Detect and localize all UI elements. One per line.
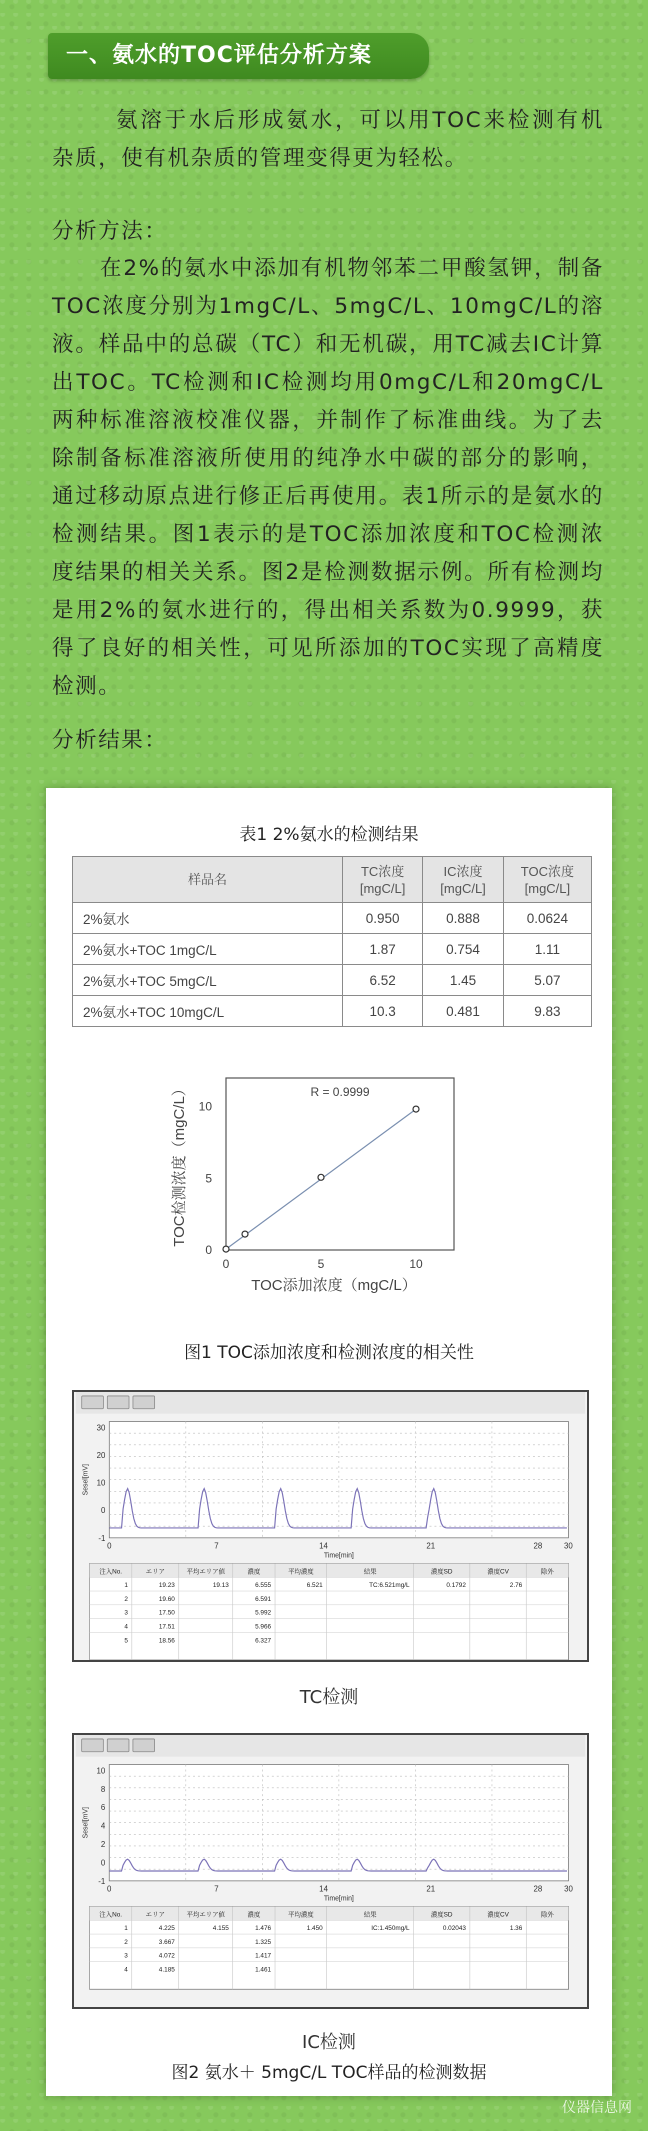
grid-cell: 1	[124, 1925, 128, 1933]
table-cell: 5.07	[503, 965, 591, 996]
x-tick-label: 21	[426, 1541, 436, 1551]
data-point	[223, 1246, 229, 1252]
x-tick-label: 10	[409, 1257, 423, 1271]
data-point	[242, 1231, 248, 1237]
grid-column-header: 結果	[363, 1568, 377, 1576]
table-cell: 10.3	[342, 996, 422, 1027]
result-card	[46, 788, 612, 2096]
y-tick-label: -1	[98, 1533, 106, 1543]
grid-cell: 1.417	[255, 1952, 272, 1960]
grid-column-header: 除外	[540, 1568, 554, 1576]
grid-cell: 5.966	[255, 1623, 272, 1631]
x-tick-label: 28	[533, 1884, 543, 1894]
table-header-cell: IC浓度 [mgC/L]	[423, 857, 503, 903]
grid-cell: 4	[124, 1966, 128, 1974]
result-table	[72, 856, 592, 1027]
y-tick-label: 5	[205, 1171, 212, 1186]
grid-cell: 4.225	[158, 1925, 175, 1933]
y-tick-label: 6	[100, 1803, 106, 1813]
grid-cell: 3	[124, 1609, 128, 1617]
y-tick-label: 8	[100, 1784, 106, 1794]
table-header-cell: TOC浓度 [mgC/L]	[503, 857, 591, 903]
ic-caption: IC检测	[302, 2032, 356, 2053]
table-cell: 1.11	[503, 934, 591, 965]
toolbar-button	[133, 1396, 155, 1409]
table-cell: 0.950	[342, 903, 422, 934]
grid-cell: 4.155	[212, 1925, 229, 1933]
data-point	[413, 1106, 419, 1112]
grid-column-header: 平均濃度	[288, 1568, 314, 1576]
grid-cell: 1.36	[509, 1925, 523, 1933]
grid-column-header: 平均エリア値	[186, 1568, 225, 1576]
grid-column-header: 平均濃度	[288, 1911, 314, 1919]
grid-cell: IC:1.450mg/L	[371, 1925, 410, 1933]
x-tick-label: 0	[107, 1541, 112, 1551]
x-tick-label: 21	[426, 1884, 436, 1894]
table-cell: 0.0624	[503, 903, 591, 934]
x-axis-label: TOC添加浓度（mgC/L）	[251, 1277, 417, 1294]
toolbar-button	[107, 1739, 129, 1752]
table-cell: 6.52	[342, 965, 422, 996]
method-paragraph: 在2%的氨水中添加有机物邻苯二甲酸氢钾，制备TOC浓度分别为1mgC/L、5mgC/L、10mgC/L的溶液。样品中的总碳（TC）和无机碳，用TC减去IC计算出TOC。TC检测和IC检测均用0mgC/L和20mgC/L两种标准溶液校准仪器，并制作了标准曲线。为了去除制备标准溶液所使用的纯净水中碳的部分的影响，通过移动原点进行修正后再使用。表1所示的是氨水的检测结果。图1表示的是TOC添加浓度和TOC检测浓度结果的相关关系。图2是检测数据示例。所有检测均是用2%的氨水进行的，得出相关系数为0.9999，获得了良好的相关性，可见所添加的TOC实现了高精度检测。	[52, 256, 604, 699]
grid-column-header: 濃度	[247, 1568, 261, 1576]
table-header-cell: TC浓度 [mgC/L]	[342, 857, 422, 903]
x-axis-label: Time[min]	[323, 1552, 354, 1560]
y-tick-label: 4	[100, 1821, 106, 1831]
grid-column-header: 除外	[540, 1911, 554, 1919]
grid-cell: 17.50	[158, 1609, 175, 1617]
grid-cell: TC:6.521mg/L	[369, 1582, 410, 1590]
x-tick-label: 30	[564, 1541, 573, 1551]
table-cell: 0.754	[423, 934, 503, 965]
grid-cell: 5.992	[255, 1609, 272, 1617]
table-cell: 2%氨水+TOC 10mgC/L	[73, 996, 343, 1027]
grid-cell: 17.51	[158, 1623, 175, 1631]
grid-column-header: 結果	[363, 1911, 377, 1919]
toolbar-button	[82, 1739, 104, 1752]
grid-column-header: 濃度CV	[487, 1568, 509, 1576]
x-tick-label: 28	[533, 1541, 543, 1551]
figure1-caption: 图1 TOC添加浓度和检测浓度的相关性	[184, 1343, 474, 1363]
x-tick-label: 7	[214, 1884, 219, 1894]
grid-cell: 4.185	[158, 1966, 175, 1974]
x-tick-label: 14	[319, 1541, 328, 1551]
table-row	[73, 934, 592, 965]
x-tick-label: 14	[319, 1884, 328, 1894]
table-header-cell: 样品名	[73, 857, 343, 903]
grid-column-header: エリア	[145, 1911, 165, 1919]
grid-column-header: 濃度SD	[430, 1568, 453, 1576]
watermark-logo: 仪器信息网	[562, 2100, 632, 2116]
table-cell: 9.83	[503, 996, 591, 1027]
grid-cell: 0.1792	[446, 1582, 466, 1590]
grid-cell: 19.13	[212, 1582, 229, 1590]
y-axis-label: Sesel[mV]	[82, 1464, 90, 1496]
grid-cell: 3.667	[158, 1938, 175, 1946]
x-tick-label: 30	[564, 1884, 573, 1894]
table-row	[73, 903, 592, 934]
table-cell: 1.45	[423, 965, 503, 996]
toolbar-button	[133, 1739, 155, 1752]
toolbar-button	[107, 1396, 129, 1409]
grid-column-header: 注入No.	[99, 1568, 123, 1576]
y-tick-label: 0	[100, 1506, 106, 1516]
x-tick-label: 0	[222, 1257, 230, 1271]
figure2-caption: 图2 氨水＋ 5mgC/L TOC样品的检测数据	[171, 2063, 487, 2083]
table-row	[73, 996, 592, 1027]
grid-cell: 19.23	[158, 1582, 175, 1590]
grid-cell: 1.461	[255, 1966, 272, 1974]
correlation-chart	[166, 1066, 486, 1306]
x-tick-label: 0	[107, 1884, 112, 1894]
grid-cell: 1.325	[255, 1938, 272, 1946]
grid-cell: 19.60	[158, 1595, 175, 1603]
grid-cell: 6.327	[255, 1637, 272, 1645]
method-heading: 分析方法：	[52, 219, 168, 244]
grid-cell: 6.591	[255, 1595, 272, 1603]
y-axis-label: Sesel[mV]	[82, 1807, 90, 1839]
y-tick-label: 0	[205, 1243, 212, 1257]
grid-cell: 1	[124, 1582, 128, 1590]
grid-cell: 18.56	[158, 1637, 175, 1645]
y-tick-label: 30	[96, 1423, 106, 1433]
x-tick-label: 5	[317, 1257, 325, 1271]
table-header-row	[73, 857, 592, 903]
y-tick-label: 20	[96, 1451, 106, 1461]
table-row	[73, 965, 592, 996]
grid-cell: 3	[124, 1952, 128, 1960]
grid-cell: 6.555	[255, 1582, 272, 1590]
y-tick-label: 2	[100, 1840, 106, 1850]
grid-cell: 1.450	[306, 1925, 323, 1933]
grid-cell: 5	[124, 1637, 128, 1645]
x-axis-label: Time[min]	[323, 1895, 354, 1903]
table-cell: 2%氨水	[73, 903, 343, 934]
table-cell: 0.481	[423, 996, 503, 1027]
ic-measurement-screenshot	[72, 1733, 589, 2009]
correlation-annotation: R = 0.9999	[310, 1085, 370, 1099]
y-tick-label: 0	[100, 1858, 106, 1868]
grid-column-header: 濃度SD	[430, 1911, 453, 1919]
grid-column-header: 濃度	[247, 1911, 261, 1919]
intro-paragraph: 氨溶于水后形成氨水，可以用TOC来检测有机杂质，使有机杂质的管理变得更为轻松。	[52, 108, 604, 171]
table-cell: 2%氨水+TOC 5mgC/L	[73, 965, 343, 996]
result-heading: 分析结果：	[52, 728, 168, 753]
y-tick-label: 10	[96, 1766, 106, 1776]
y-tick-label: 10	[96, 1478, 106, 1488]
grid-column-header: エリア	[145, 1568, 165, 1576]
grid-cell: 2	[124, 1595, 128, 1603]
table-cell: 0.888	[423, 903, 503, 934]
y-tick-label: -1	[98, 1876, 106, 1886]
tc-caption: TC检测	[299, 1687, 359, 1708]
toolbar-button	[82, 1396, 104, 1409]
tc-measurement-screenshot	[72, 1390, 589, 1662]
grid-cell: 1.476	[255, 1925, 272, 1933]
y-tick-label: 10	[198, 1099, 212, 1114]
grid-column-header: 注入No.	[99, 1911, 123, 1919]
section-title: 一、氨水的TOC评估分析方案	[48, 33, 429, 79]
grid-cell: 4.072	[158, 1952, 175, 1960]
y-axis-label: TOC检测浓度（mgC/L）	[171, 1081, 188, 1247]
grid-cell: 4	[124, 1623, 128, 1631]
grid-cell: 2	[124, 1938, 128, 1946]
data-point	[318, 1174, 324, 1180]
grid-cell: 0.02043	[442, 1925, 466, 1933]
table-cell: 2%氨水+TOC 1mgC/L	[73, 934, 343, 965]
grid-column-header: 濃度CV	[487, 1911, 509, 1919]
grid-column-header: 平均エリア値	[186, 1911, 225, 1919]
x-tick-label: 7	[214, 1541, 219, 1551]
table-title: 表1 2%氨水的检测结果	[239, 825, 419, 845]
table-cell: 1.87	[342, 934, 422, 965]
grid-cell: 6.521	[306, 1582, 323, 1590]
grid-cell: 2.76	[509, 1582, 523, 1590]
